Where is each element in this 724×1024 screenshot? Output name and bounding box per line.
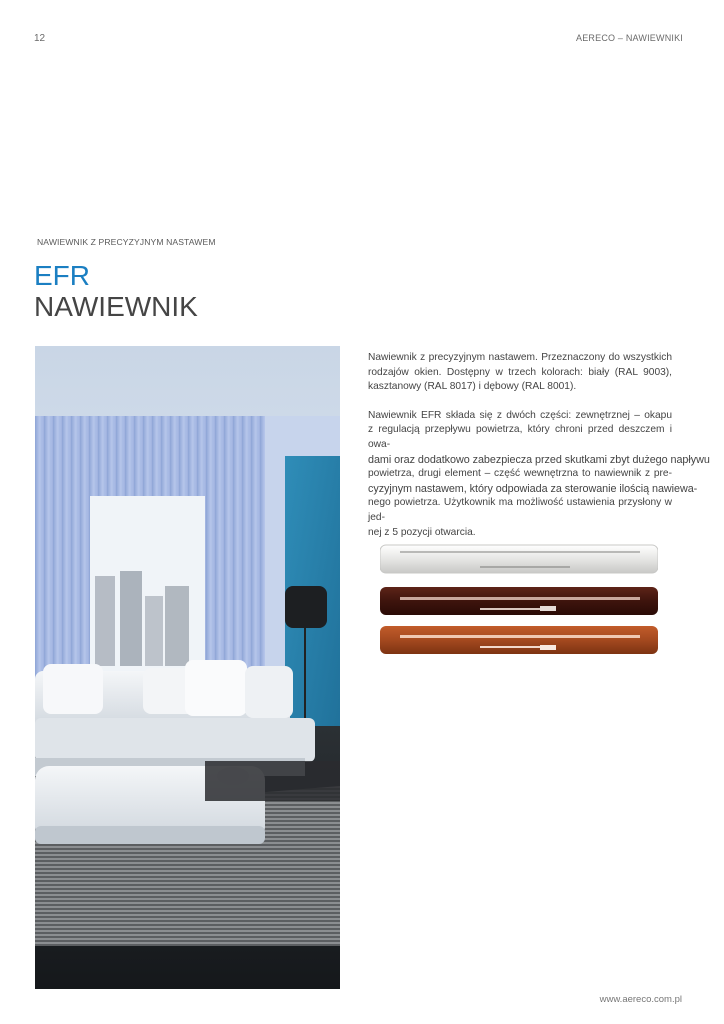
running-header: AERECO – NAWIEWNIKI	[576, 33, 683, 43]
description-paragraph-1: Nawiewnik z precyzyjnym nastawem. Przeznaczony do wszystkich rodzajów okien. Dostępny w trzech kolorach: biały (RAL 9003), kasztanowy (RAL 8017) i dębowy (RAL 8001).	[368, 352, 672, 393]
interior-photo	[35, 346, 340, 989]
product-variant-chestnut	[380, 586, 658, 614]
description-paragraph-2	[368, 409, 710, 540]
description-line: powietrza, drugi element – część wewnętrzna to nawiewnik z pre-	[368, 468, 672, 480]
product-code-title: EFR	[34, 260, 90, 291]
section-label: NAWIEWNIK Z PRECYZYJNYM NASTAWEM	[37, 237, 216, 247]
page-number: 12	[34, 33, 46, 44]
description-line: nego powietrza. Użytkownik ma możliwość ustawienia przysłony w jed-	[368, 497, 672, 523]
description-line: nej z 5 pozycji otwarcia.	[368, 526, 476, 538]
description-line: dami oraz dodatkowo zabezpiecza przed skutkami zbyt dużego napływu	[368, 453, 710, 466]
description-line: z regulacją przepływu powietrza, który chroni przed deszczem i owa-	[368, 424, 672, 450]
description-line: Nawiewnik EFR składa się z dwóch części: zewnętrznej – okapu	[368, 409, 672, 421]
product-variant-oak	[380, 625, 658, 653]
description-line: cyzyjnym nastawem, który odpowiada za sterowanie ilością nawiewa-	[368, 482, 698, 495]
product-type-title: NAWIEWNIK	[34, 291, 198, 322]
product-variant-white	[380, 544, 658, 572]
product-description	[368, 351, 710, 540]
website-url[interactable]: www.aereco.com.pl	[599, 994, 682, 1005]
